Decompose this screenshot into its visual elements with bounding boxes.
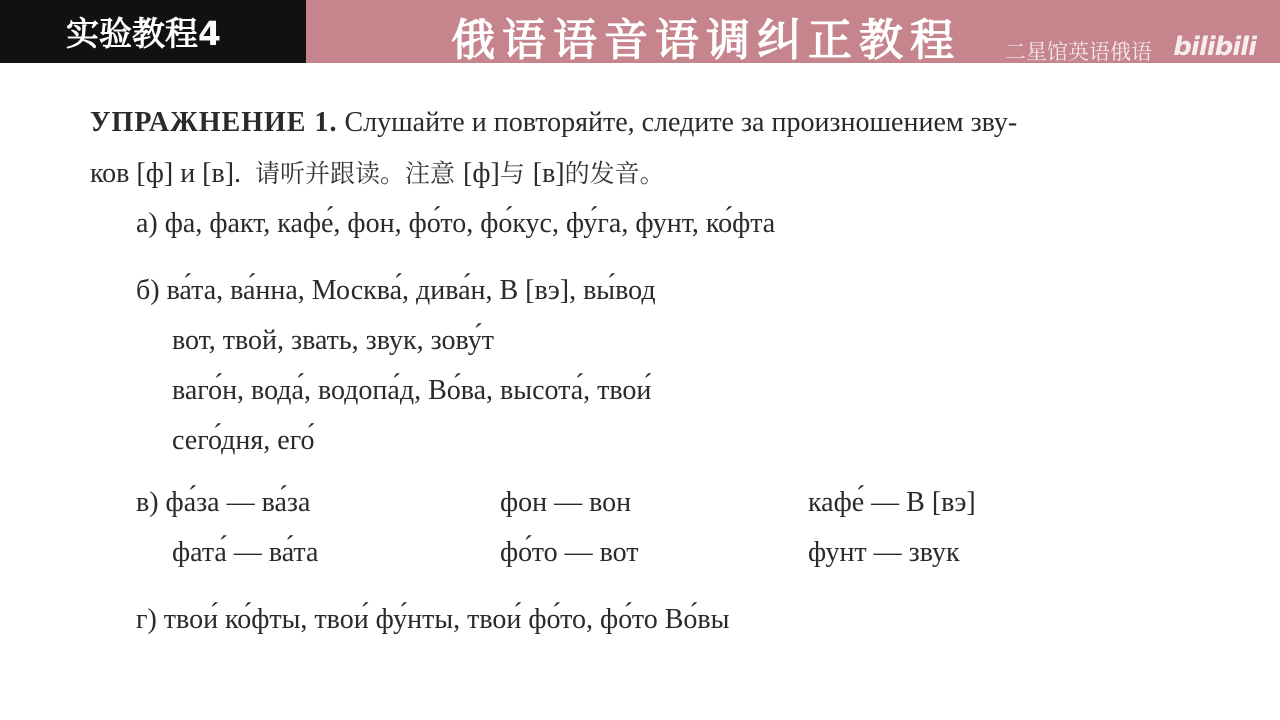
exercise-title: УПРАЖНЕНИЕ 1. [90,107,338,138]
exercise-part-v-row-1-col-3: кафе́ — В [вэ] [808,487,976,518]
exercise-instruction-line-2 [90,157,665,191]
exercise-part-b-line-1: б) ва́та, ва́нна, Москва́, дива́н, В [вэ], вы́вод [136,275,656,306]
exercise-part-v-row-2-col-3: фунт — звук [808,537,960,568]
exercise-part-v-row-1-col-2: фон — вон [500,487,632,518]
lesson-label: 实验教程4 [66,14,221,53]
instruction-text: Слушайте и повторяйте, следите за произношением зву- [344,107,1018,138]
exercise-part-v-row-2-col-1: фата́ — ва́та [172,537,319,568]
instruction-sound-f: [ф] [463,158,500,189]
exercise-part-b-line-3: ваго́н, вода́, водопа́д, Во́ва, высота́, твои́ [172,375,652,406]
exercise-part-v-row-2-col-2: фо́то — вот [500,537,639,568]
course-title: 俄语语音语调纠正教程 [451,15,961,66]
exercise-instruction-line-1 [90,106,1017,140]
channel-watermark: 二星馆英语俄语 [1005,40,1152,64]
instruction-text-zh-c: 与 [499,159,533,188]
exercise-part-g: г) твои́ ко́фты, твои́ фу́нты, твои́ фо́то, фо́то Во́вы [136,604,730,635]
instruction-text-ru: ков [ф] и [в]. [90,158,242,189]
instruction-text-zh-a: 请听并跟读。注意 [255,159,463,188]
instruction-sound-v: [в] [532,158,565,189]
exercise-part-b-line-2: вот, твой, звать, звук, зову́т [172,325,494,356]
bilibili-logo: bilibili [1173,32,1256,62]
exercise-part-v-row-1-col-1: в) фа́за — ва́за [136,487,311,518]
instruction-text-zh-e: 的发音。 [564,159,665,188]
exercise-part-a: а) фа, факт, кафе́, фон, фо́то, фо́кус, фу́га, фунт, ко́фта [136,208,776,239]
exercise-part-b-line-4: сего́дня, его́ [172,425,315,456]
